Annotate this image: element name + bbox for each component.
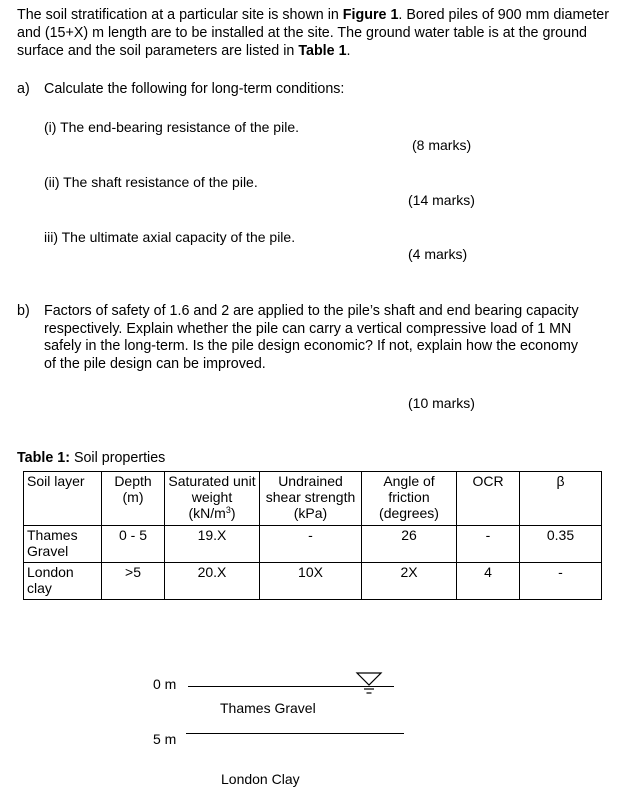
header-undrained-shear-strength: Undrained shear strength (kPa) xyxy=(260,472,362,526)
question-a-part-i: (i) The end-bearing resistance of the pile. xyxy=(44,119,299,135)
header-soil-layer: Soil layer xyxy=(24,472,102,526)
header-beta: β xyxy=(520,472,602,526)
question-b-text: Factors of safety of 1.6 and 2 are applied to the pile’s shaft and end bearing capacity respectively. Explain whether the pile can carry a vertical compressive load of 1 MN safely in the long-term. Is the pile design economic? If not, explain how the economy of the pile design can be improved. xyxy=(44,303,579,372)
table-row xyxy=(24,563,602,600)
cell-depth: >5 xyxy=(102,563,165,600)
layer-boundary-line xyxy=(186,733,404,734)
intro-paragraph xyxy=(17,6,609,60)
question-a-part-ii: (ii) The shaft resistance of the pile. xyxy=(44,174,258,190)
cell-beta: 0.35 xyxy=(520,526,602,563)
cell-friction: 2X xyxy=(362,563,457,600)
cell-layer: London clay xyxy=(24,563,102,600)
header-unit-weight-close: ) xyxy=(230,505,236,521)
header-angle-of-friction: Angle of friction (degrees) xyxy=(362,472,457,526)
cell-unit-weight: 19.X xyxy=(165,526,260,563)
table-caption-title: Soil properties xyxy=(69,450,166,466)
header-ocr: OCR xyxy=(457,472,520,526)
header-unit-weight-exponent: 3 xyxy=(225,505,231,515)
question-a-part-ii-marks: (14 marks) xyxy=(408,192,475,208)
water-table-icon xyxy=(354,672,384,700)
figure-reference: Figure 1 xyxy=(342,7,399,23)
table-row xyxy=(24,526,602,563)
question-b-label: b) xyxy=(17,303,30,319)
intro-text-1: The soil stratification at a particular site is shown in xyxy=(17,7,343,23)
cell-ocr: 4 xyxy=(457,563,520,600)
table-reference: Table 1 xyxy=(298,43,347,59)
header-unit-weight-unit: (kN/m xyxy=(188,505,226,521)
question-b-marks: (10 marks) xyxy=(408,395,475,411)
header-unit-weight-text: Saturated unit weight xyxy=(168,473,256,505)
table-caption xyxy=(17,449,165,467)
cell-undrained: - xyxy=(260,526,362,563)
intro-text-3: . xyxy=(346,43,351,59)
figure-depth-0: 0 m xyxy=(153,676,177,692)
table-header-row xyxy=(24,472,602,526)
cell-undrained: 10X xyxy=(260,563,362,600)
figure-layer-london-clay: London Clay xyxy=(221,771,300,787)
cell-layer: Thames Gravel xyxy=(24,526,102,563)
cell-friction: 26 xyxy=(362,526,457,563)
question-a-part-i-marks: (8 marks) xyxy=(412,137,472,153)
cell-ocr: - xyxy=(457,526,520,563)
question-a-text: Calculate the following for long-term conditions: xyxy=(44,81,345,97)
figure-layer-thames-gravel: Thames Gravel xyxy=(220,700,316,716)
soil-properties-table xyxy=(23,471,602,600)
figure-depth-5: 5 m xyxy=(153,731,177,747)
question-a-label: a) xyxy=(17,81,30,97)
question-a-part-iii-marks: (4 marks) xyxy=(408,246,468,262)
cell-beta: - xyxy=(520,563,602,600)
table-caption-label: Table 1: xyxy=(17,450,70,466)
header-depth: Depth (m) xyxy=(102,472,165,526)
question-a-part-iii: iii) The ultimate axial capacity of the pile. xyxy=(44,229,296,245)
cell-unit-weight: 20.X xyxy=(165,563,260,600)
header-unit-weight xyxy=(165,472,260,526)
cell-depth: 0 - 5 xyxy=(102,526,165,563)
intro-text-2: . Bored piles of 900 mm diameter and (15+X) m length are to be installed at the site. The ground water table is at the ground surface and the soil parameters are listed in xyxy=(17,7,610,59)
